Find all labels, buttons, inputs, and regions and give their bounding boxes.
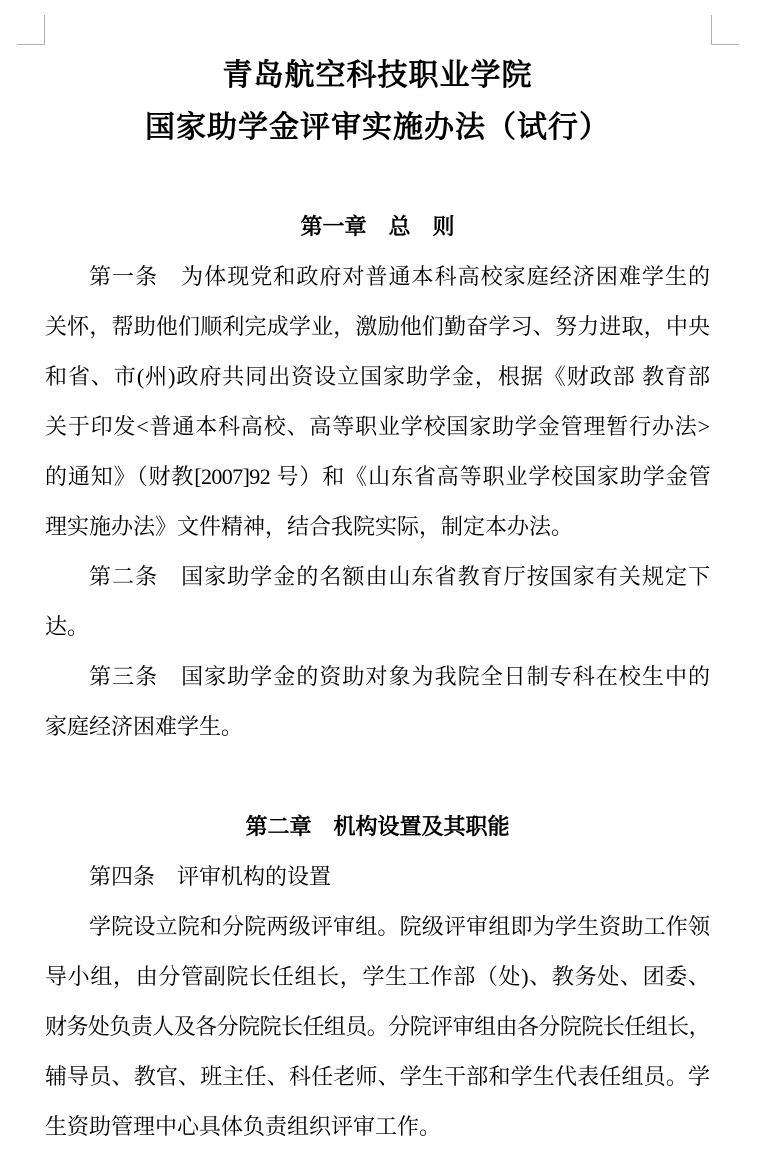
article3-paragraph [45,652,710,752]
text-line: 和省、市(州)政府共同出资设立国家助学金，根据《财政部 教育部 [45,364,710,389]
chapter2-heading: 第二章 机构设置及其职能 [245,814,510,839]
document-title-line2: 国家助学金评审实施办法（试行） [145,111,610,144]
text-line: 财务处负责人及各分院院长任组员。分院评审组由各分院院长任组长， [45,1014,710,1039]
document-body [45,50,710,1152]
text-line: 辅导员、教官、班主任、科任老师、学生干部和学生代表任组员。学 [45,1064,710,1089]
text-line: 生资助管理中心具体负责组织评审工作。 [45,1114,442,1139]
text-line: 家庭经济困难学生。 [45,714,244,739]
text-line: 第四条 评审机构的设置 [89,864,332,889]
text-line: 理实施办法》文件精神，结合我院实际，制定本办法。 [45,514,574,539]
text-line: 关怀，帮助他们顺利完成学业，激励他们勤奋学习、努力进取，中央 [45,314,710,339]
text-line: 达。 [45,614,90,639]
text-line: 导小组，由分管副院长任组长，学生工作部（处)、教务处、团委、 [45,964,710,989]
document-title-line1: 青岛航空科技职业学院 [222,59,533,92]
article4-paragraph [45,852,710,902]
text-line: 学院设立院和分院两级评审组。院级评审组即为学生资助工作领 [89,914,710,939]
crop-mark-top-right [711,15,739,45]
text-line: 第二条 国家助学金的名额由山东省教育厅按国家有关规定下 [89,564,710,589]
text-line: 的通知》（财教[2007]92 号）和《山东省高等职业学校国家助学金管 [45,464,710,489]
article1-paragraph [45,252,710,552]
text-line: 第一条 为体现党和政府对普通本科高校家庭经济困难学生的 [89,264,710,289]
article2-paragraph [45,552,710,652]
article5-paragraph [45,902,710,1152]
text-line: 第三条 国家助学金的资助对象为我院全日制专科在校生中的 [89,664,710,689]
crop-mark-top-left [17,15,45,45]
text-line: 关于印发<普通本科高校、高等职业学校国家助学金管理暂行办法> [45,414,710,439]
chapter1-heading: 第一章 总 则 [300,214,455,239]
